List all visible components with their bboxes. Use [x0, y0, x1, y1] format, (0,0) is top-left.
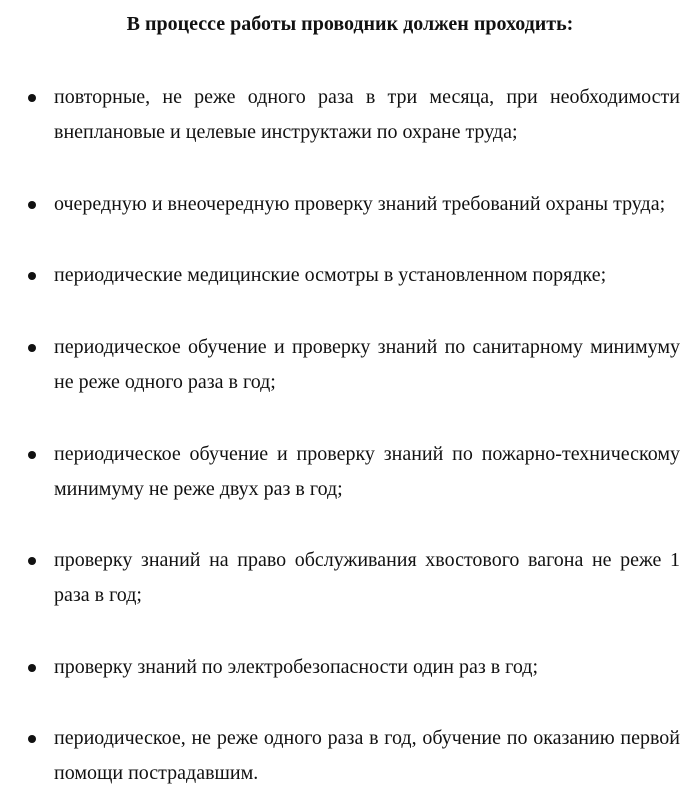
- list-item-text: очередную и внеочередную проверку знаний требований охраны труда;: [54, 193, 666, 215]
- bullet-icon: [28, 451, 36, 459]
- list-item-text: проверку знаний на право обслуживания хвостового вагона не реже 1 раза в год;: [54, 549, 680, 606]
- list-item-text: проверку знаний по электробезопасности один раз в год;: [54, 656, 539, 678]
- document-heading: В процессе работы проводник должен проходить:: [126, 13, 574, 35]
- list-item: [54, 187, 680, 222]
- list-item: [54, 258, 680, 293]
- list-item: [54, 80, 680, 150]
- bullet-icon: [28, 557, 36, 565]
- list-item-text: периодические медицинские осмотры в установленном порядке;: [54, 264, 607, 286]
- list-item: [54, 721, 680, 791]
- bullet-icon: [28, 344, 36, 352]
- list-item: [54, 330, 680, 400]
- list-item: [54, 650, 680, 685]
- list-item-text: периодическое, не реже одного раза в год, обучение по оказанию первой помощи пострадавшим.: [54, 727, 680, 784]
- bullet-icon: [28, 94, 36, 102]
- bullet-icon: [28, 272, 36, 280]
- bullet-icon: [28, 735, 36, 743]
- bullet-icon: [28, 664, 36, 672]
- list-item-text: повторные, не реже одного раза в три месяца, при необходимости внеплановые и целевые инструктажи по охране труда;: [54, 86, 680, 143]
- bullet-icon: [28, 201, 36, 209]
- list-item-text: периодическое обучение и проверку знаний по санитарному минимуму не реже одного раза в год;: [54, 336, 680, 393]
- list-item-text: периодическое обучение и проверку знаний по пожарно-техническому минимуму не реже двух раз в год;: [54, 443, 680, 500]
- list-item: [54, 543, 680, 613]
- list-item: [54, 437, 680, 507]
